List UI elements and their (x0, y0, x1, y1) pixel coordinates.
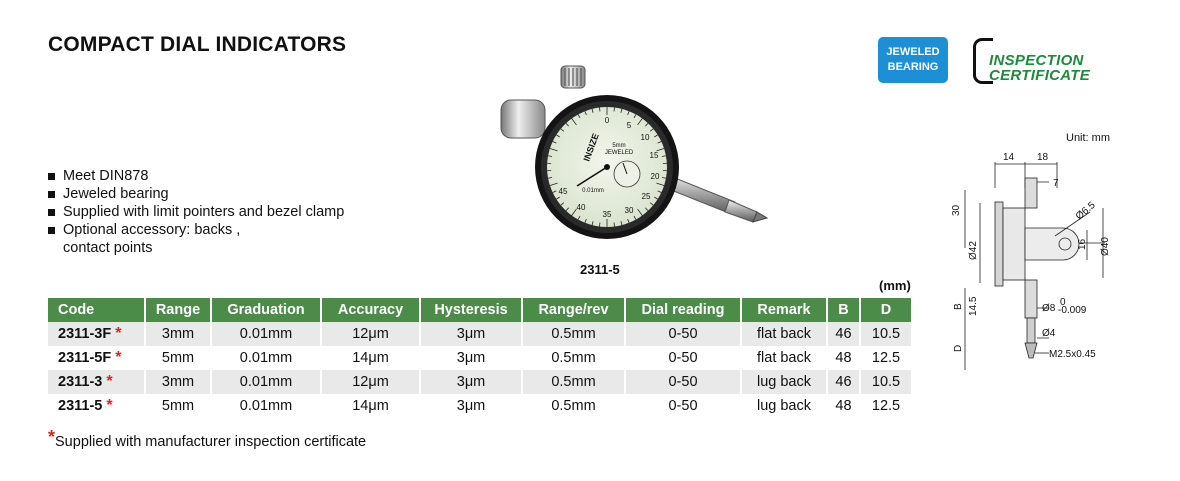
dim-18: 18 (1037, 152, 1049, 163)
d-cell: 10.5 (860, 322, 912, 346)
dim-14: 14 (1003, 152, 1015, 163)
dial-reading-cell: 0-50 (625, 394, 741, 418)
d-cell: 10.5 (860, 370, 912, 394)
dim-6-5: Ø6.5 (1073, 199, 1098, 223)
brand-logo: INSIZE (581, 131, 601, 163)
photo-caption: 2311-5 (580, 262, 620, 277)
range-rev-cell: 0.5mm (522, 370, 625, 394)
dial-number: 40 (576, 203, 586, 212)
dim-8-tol-upper: 0 (1060, 297, 1066, 308)
dial-number: 10 (640, 133, 650, 142)
b-cell: 46 (827, 322, 860, 346)
dim-b: B (953, 303, 964, 310)
dim-16: 16 (1077, 238, 1088, 250)
feature-item: Optional accessory: backs , (48, 221, 344, 239)
dial-reading-cell: 0-50 (625, 370, 741, 394)
accuracy-cell: 14μm (321, 346, 420, 370)
feature-list (48, 167, 344, 257)
header-graduation: Graduation (211, 298, 321, 322)
range-cell: 3mm (145, 370, 211, 394)
header-hysteresis: Hysteresis (420, 298, 522, 322)
bullet-icon (48, 173, 55, 180)
dim-8-tol-lower: -0.009 (1058, 305, 1087, 316)
table-row (48, 394, 912, 418)
dial-number: 0 (604, 116, 610, 125)
page-title: COMPACT DIAL INDICATORS (48, 33, 347, 56)
graduation-cell: 0.01mm (211, 394, 321, 418)
remark-cell: flat back (741, 322, 827, 346)
dial-reading-cell: 0-50 (625, 346, 741, 370)
dial-number: 20 (650, 172, 660, 181)
header-code: Code (48, 298, 145, 322)
dim-d: D (953, 344, 964, 352)
dial-number: 30 (624, 206, 634, 215)
certificate-line-2: CERTIFICATE (989, 67, 1091, 84)
accuracy-cell: 14μm (321, 394, 420, 418)
bullet-icon (48, 227, 55, 234)
drawing-unit: Unit: mm (1066, 132, 1110, 144)
dim-42: Ø42 (968, 241, 979, 260)
code-cell: 2311-5 (58, 398, 103, 414)
range-rev-cell: 0.5mm (522, 394, 625, 418)
dial-reading-cell: 0-50 (625, 322, 741, 346)
hysteresis-cell: 3μm (420, 394, 522, 418)
header-range-rev: Range/rev (522, 298, 625, 322)
jeweled-bearing-badge (878, 37, 948, 83)
code-cell: 2311-3F (58, 326, 112, 342)
header-accuracy: Accuracy (321, 298, 420, 322)
star-mark: * (106, 397, 113, 414)
bullet-icon (48, 191, 55, 198)
footnote-text: Supplied with manufacturer inspection certificate (55, 434, 367, 450)
dim-14-5: 14.5 (968, 296, 979, 316)
header-range: Range (145, 298, 211, 322)
dial-number: 35 (602, 210, 612, 219)
table-row (48, 322, 912, 346)
header-remark: Remark (741, 298, 827, 322)
dial-indicator-photo (495, 62, 775, 252)
table-header-row (48, 298, 912, 322)
range-cell: 3mm (145, 322, 211, 346)
footnote-star: * (48, 427, 56, 447)
accuracy-cell: 12μm (321, 322, 420, 346)
dim-thread: M2.5x0.45 (1049, 349, 1096, 360)
code-cell: 2311-3 (58, 374, 103, 390)
star-mark: * (115, 325, 122, 342)
b-cell: 48 (827, 394, 860, 418)
remark-cell: lug back (741, 394, 827, 418)
remark-cell: lug back (741, 370, 827, 394)
dial-text: 0.01mm (582, 188, 604, 194)
b-cell: 46 (827, 370, 860, 394)
star-mark: * (106, 373, 113, 390)
feature-item: Meet DIN878 (48, 167, 344, 185)
hysteresis-cell: 3μm (420, 322, 522, 346)
table-row (48, 370, 912, 394)
d-cell: 12.5 (860, 346, 912, 370)
dial-number: 25 (641, 192, 651, 201)
accuracy-cell: 12μm (321, 370, 420, 394)
hysteresis-cell: 3μm (420, 370, 522, 394)
header-b: B (827, 298, 860, 322)
feature-item: Jeweled bearing (48, 185, 344, 203)
spec-table (48, 298, 913, 418)
feature-item-continued: contact points (63, 240, 153, 256)
dim-4: Ø4 (1042, 328, 1056, 339)
hysteresis-cell: 3μm (420, 346, 522, 370)
certificate-line-1: INSPECTION (989, 52, 1084, 69)
graduation-cell: 0.01mm (211, 370, 321, 394)
dial-tick (614, 107, 615, 111)
technical-drawing (945, 148, 1120, 378)
remark-cell: flat back (741, 346, 827, 370)
dim-40: Ø40 (1100, 237, 1111, 256)
inspection-certificate-badge (973, 38, 1123, 86)
dial-number: 45 (558, 187, 568, 196)
dim-30: 30 (951, 204, 962, 216)
range-rev-cell: 0.5mm (522, 322, 625, 346)
dial-tick (614, 223, 615, 227)
feature-item: Supplied with limit pointers and bezel clamp (48, 203, 344, 221)
header-dial-reading: Dial reading (625, 298, 741, 322)
dial-number: 5 (626, 121, 632, 130)
footnote (48, 427, 366, 450)
dial-number: 15 (649, 151, 659, 160)
dial-text: JEWELED (604, 150, 634, 156)
range-cell: 5mm (145, 394, 211, 418)
code-cell: 2311-5F (58, 350, 112, 366)
header-d: D (860, 298, 912, 322)
bullet-icon (48, 209, 55, 216)
dial-tick (599, 223, 600, 227)
badge-line-2: BEARING (887, 61, 939, 73)
graduation-cell: 0.01mm (211, 346, 321, 370)
range-rev-cell: 0.5mm (522, 346, 625, 370)
dim-8: Ø8 (1042, 303, 1056, 314)
badge-line-1: JEWELED (886, 46, 940, 58)
range-cell: 5mm (145, 346, 211, 370)
dial-tick (599, 107, 600, 111)
d-cell: 12.5 (860, 394, 912, 418)
graduation-cell: 0.01mm (211, 322, 321, 346)
dim-7: 7 (1053, 178, 1059, 189)
b-cell: 48 (827, 346, 860, 370)
table-unit: (mm) (879, 278, 911, 293)
dial-text: 5mm (612, 143, 626, 149)
star-mark: * (115, 349, 122, 366)
table-row (48, 346, 912, 370)
